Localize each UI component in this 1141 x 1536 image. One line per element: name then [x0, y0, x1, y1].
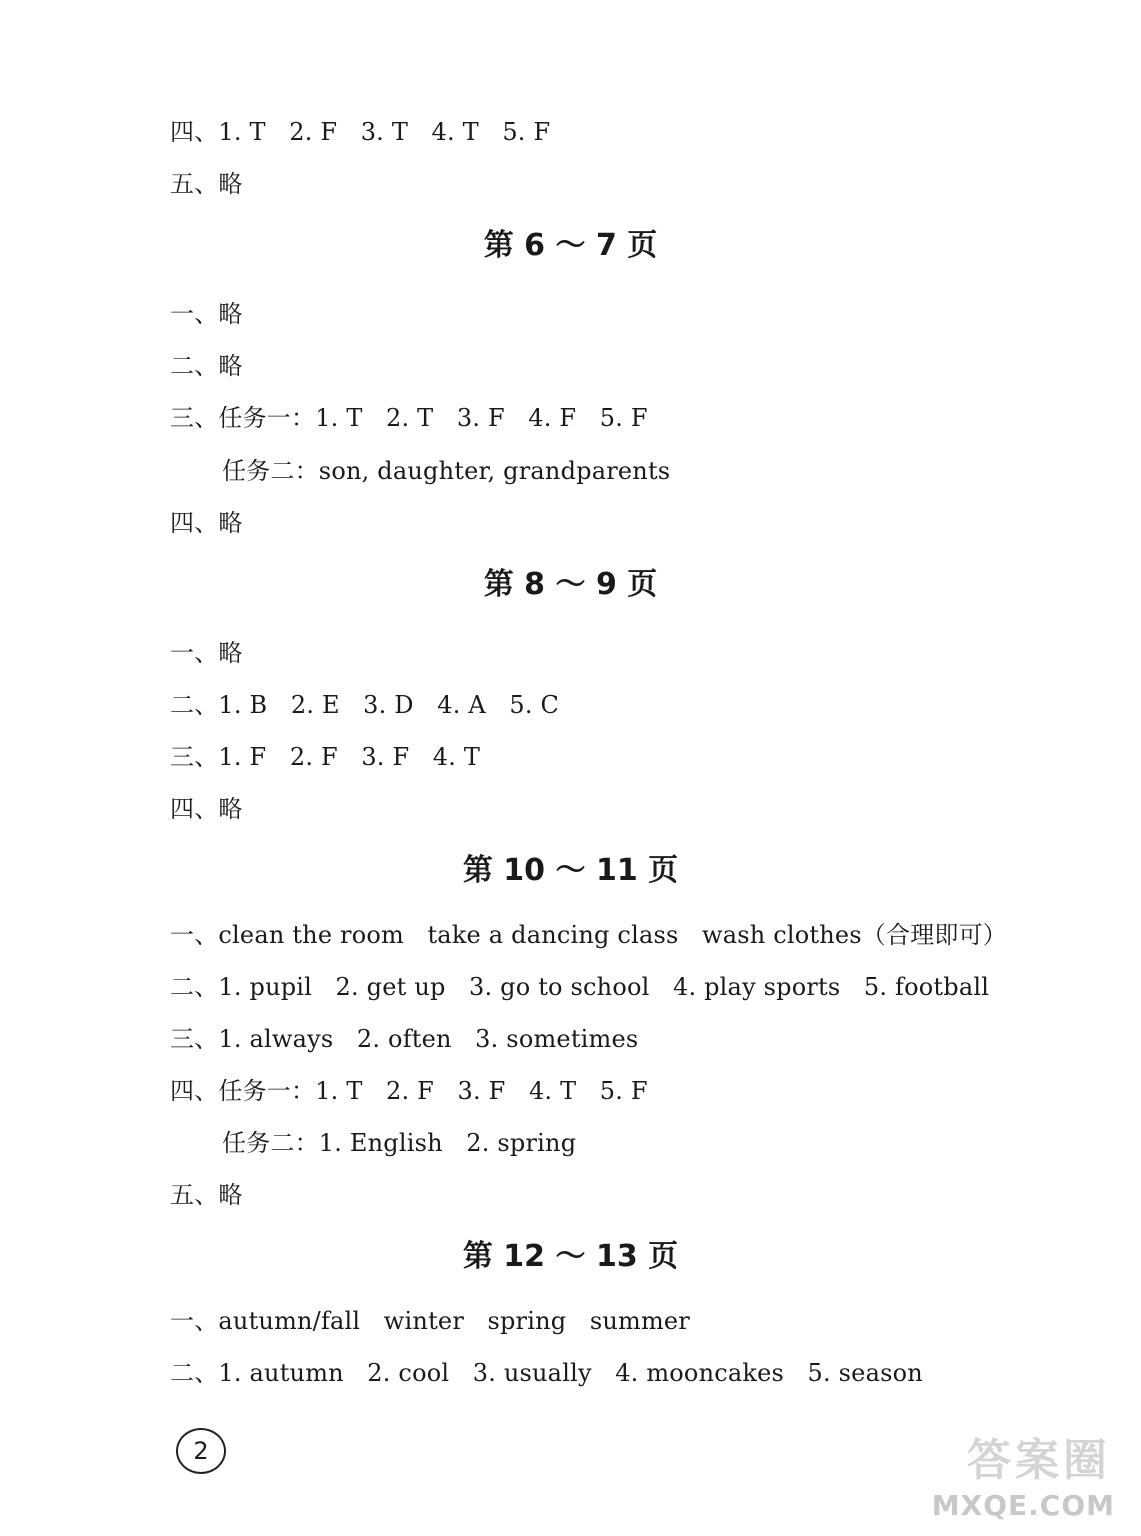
answer-line: 三、1. F 2. F 3. F 4. T [170, 743, 481, 771]
answer-line: 三、任务一：1. T 2. T 3. F 4. F 5. F [170, 404, 648, 432]
watermark [919, 1435, 1129, 1528]
answer-line: 四、任务一：1. T 2. F 3. F 4. T 5. F [170, 1077, 648, 1105]
section-heading: 第 12 ～ 13 页 [462, 1239, 679, 1274]
answer-line: 二、1. autumn 2. cool 3. usually 4. mooncakes 5. season [170, 1359, 923, 1387]
page-number: 2 [176, 1428, 226, 1474]
answer-line: 五、略 [170, 170, 243, 198]
answer-line: 一、略 [170, 300, 243, 328]
answer-line: 四、略 [170, 795, 243, 823]
answer-line: 任务二：son, daughter, grandparents [222, 457, 671, 485]
answer-line: 五、略 [170, 1181, 243, 1209]
answer-line: 一、clean the room take a dancing class wash clothes（合理即可） [170, 921, 1008, 949]
section-heading: 第 8 ～ 9 页 [483, 567, 658, 602]
answer-line: 二、略 [170, 352, 243, 380]
watermark-domain: MXQE.COM [931, 1489, 1115, 1522]
answer-line: 四、1. T 2. F 3. T 4. T 5. F [170, 118, 551, 146]
watermark-logo-text: 答案圈 [967, 1435, 1111, 1486]
answer-line: 二、1. pupil 2. get up 3. go to school 4. play sports 5. football [170, 973, 990, 1001]
answer-line: 二、1. B 2. E 3. D 4. A 5. C [170, 691, 560, 719]
answer-line: 任务二：1. English 2. spring [222, 1129, 577, 1157]
answer-line: 四、略 [170, 509, 243, 537]
answer-line: 一、autumn/fall winter spring summer [170, 1307, 690, 1335]
answer-line: 一、略 [170, 639, 243, 667]
section-heading: 第 10 ～ 11 页 [462, 853, 679, 888]
answer-line: 三、1. always 2. often 3. sometimes [170, 1025, 639, 1053]
section-heading: 第 6 ～ 7 页 [483, 228, 658, 263]
